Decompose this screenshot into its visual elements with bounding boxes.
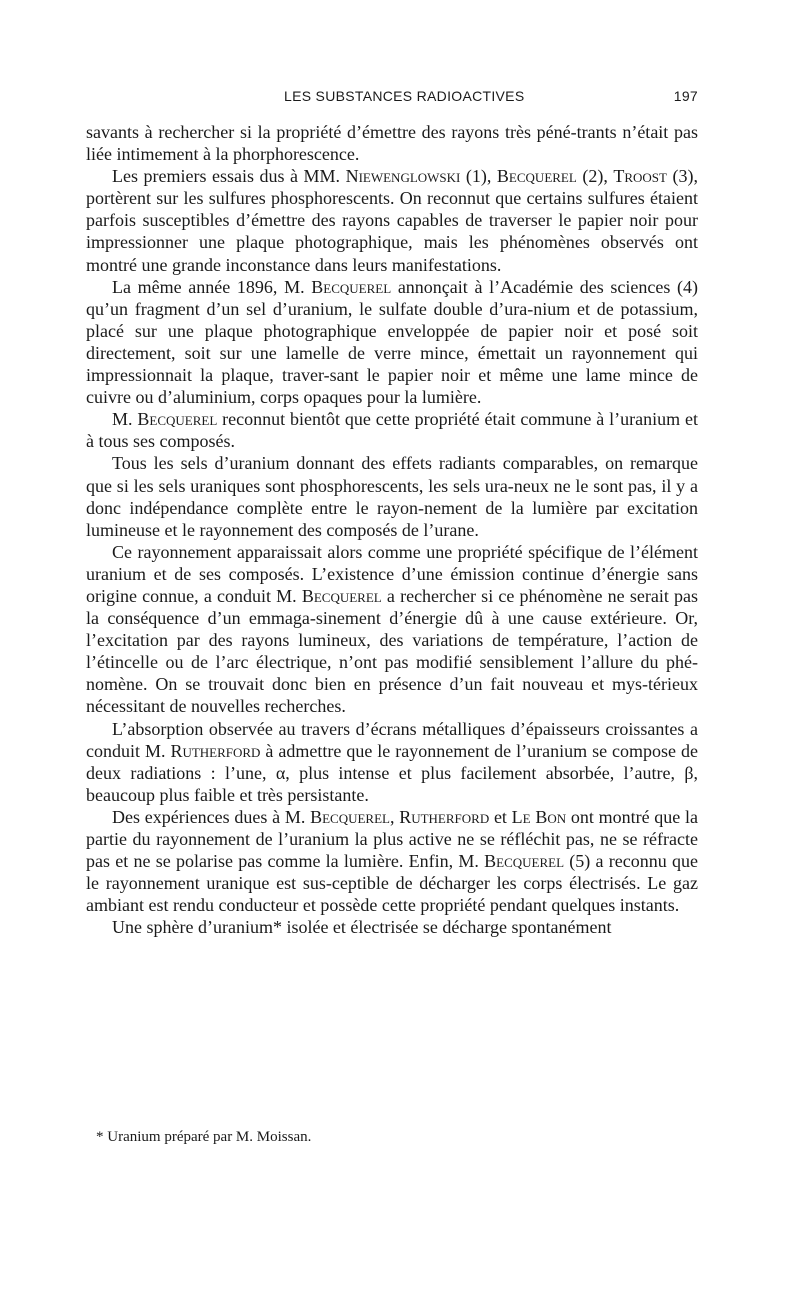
paragraph-4-text-a: M. <box>112 409 138 430</box>
author-name: Becquerel <box>137 409 218 430</box>
author-name: Le Bon <box>511 806 567 827</box>
footnote: * Uranium préparé par M. Moissan. <box>96 1129 312 1145</box>
paragraph-8-text-a: Des expériences dues à M. <box>112 806 311 827</box>
paragraph-1-text: savants à rechercher si la propriété d’émettre des rayons très péné-trants n’était pas liée intimement à la phorphorescence. <box>86 122 698 165</box>
paragraph-5 <box>86 452 698 540</box>
paragraph-6-text-b: a rechercher si ce phénomène ne serait pas la conséquence d’un emmaga-sinement d’énergie dû à une cause extérieure. Or, l’excitation par des rayons lumineux, des variations de température, l’action de l’étincelle ou de l’arc électrique, n’ont pas modifié sensiblement l’allure du phé-nomène. On se trouvait donc bien en présence d’un fait nouveau et mys-térieux nécessitant de nouvelles recherches. <box>86 585 698 717</box>
author-name: Rutherford <box>170 740 261 761</box>
author-name: Niewenglowski <box>345 166 461 187</box>
body-text <box>86 121 698 938</box>
running-head <box>86 88 698 110</box>
paragraph-8-text-b: , <box>389 806 400 827</box>
paragraph-2-text-a: Les premiers essais dus à MM. <box>112 166 346 187</box>
paragraph-5-text: Tous les sels d’uranium donnant des effets radiants comparables, on remarque que si les sels uraniques sont phosphorescents, les sels ura-neux ne le sont pas, il y a donc indépendance complète entre le rayon-nement de la lumière par excitation lumineuse et le rayonnement des composés de l’urane. <box>86 453 698 540</box>
paragraph-3-text-b: annonçait à l’Académie des sciences (4) qu’un fragment d’un sel d’uranium, le sulfate double d’ura-nium et de potassium, placé sur une plaque photographique enveloppée de papier noir et posé soit directement, soit sur une lamelle de verre mince, émettait un rayonnement qui impressionnait la plaque, traver-sant le papier noir et même une lame mince de cuivre ou d’aluminium, corps opaques pour la lumière. <box>86 276 698 408</box>
paragraph-8-text-c: et <box>489 806 512 827</box>
paragraph-7-text-a: L’absorption observée au travers d’écrans métalliques d’épaisseurs croissantes a conduit M. <box>86 718 698 761</box>
paragraph-3 <box>86 276 698 409</box>
paragraph-6 <box>86 541 698 718</box>
running-title: LES SUBSTANCES RADIOACTIVES <box>284 88 525 104</box>
paragraph-2-text-d: (3), portèrent sur les sulfures phosphorescents. On reconnut que certains sulfures étaient parfois susceptibles d’émettre des rayons capables de traverser le papier noir pour impressionner une plaque photographique, mais les phénomènes observés ont montré une grande inconstance dans leurs manifestations. <box>86 166 698 275</box>
paragraph-6-text-a: Ce rayonnement apparaissait alors comme une propriété spécifique de l’élément uranium et de ses composés. L’existence d’une émission continue d’énergie sans origine connue, a conduit M. <box>86 541 698 606</box>
paragraph-2 <box>86 165 698 275</box>
paragraph-9-text: Une sphère d’uranium* isolée et électrisée se décharge spontanément <box>112 917 612 938</box>
paragraph-8-text-e: (5) a reconnu que le rayonnement uranique est sus-ceptible de décharger les corps électrisés. Le gaz ambiant est rendu conducteur et possède cette propriété pendant quelques instants. <box>86 851 698 916</box>
paragraph-8-text-d: ont montré que la partie du rayonnement de l’uranium la plus active ne se réfléchit pas, ne se réfracte pas et ne se polarise pas comme la lumière. Enfin, M. <box>86 806 699 872</box>
paragraph-9 <box>86 916 698 938</box>
author-name: Troost <box>613 166 667 187</box>
author-name: Becquerel <box>484 851 565 872</box>
paragraph-4-text-b: reconnut bientôt que cette propriété était commune à l’uranium et à tous ses composés. <box>86 409 698 452</box>
paragraph-8 <box>86 806 698 916</box>
page-number: 197 <box>673 88 698 104</box>
author-name: Becquerel <box>301 585 382 606</box>
paragraph-2-text-b: (1), <box>460 166 497 187</box>
author-name: Rutherford <box>399 806 490 827</box>
paragraph-4 <box>86 408 698 452</box>
paragraph-7 <box>86 718 698 806</box>
paragraph-7-text-b: à admettre que le rayonnement de l’uranium se compose de deux radiations : l’une, α, plus intense et plus facilement absorbée, l’autre, β, beaucoup plus faible et très persistante. <box>86 740 698 805</box>
paragraph-2-text-c: (2), <box>576 166 614 187</box>
author-name: Becquerel <box>310 806 390 827</box>
paragraph-3-text-a: La même année 1896, M. <box>112 276 312 297</box>
author-name: Becquerel <box>311 276 392 297</box>
paragraph-1 <box>86 121 698 165</box>
author-name: Becquerel <box>496 166 577 187</box>
